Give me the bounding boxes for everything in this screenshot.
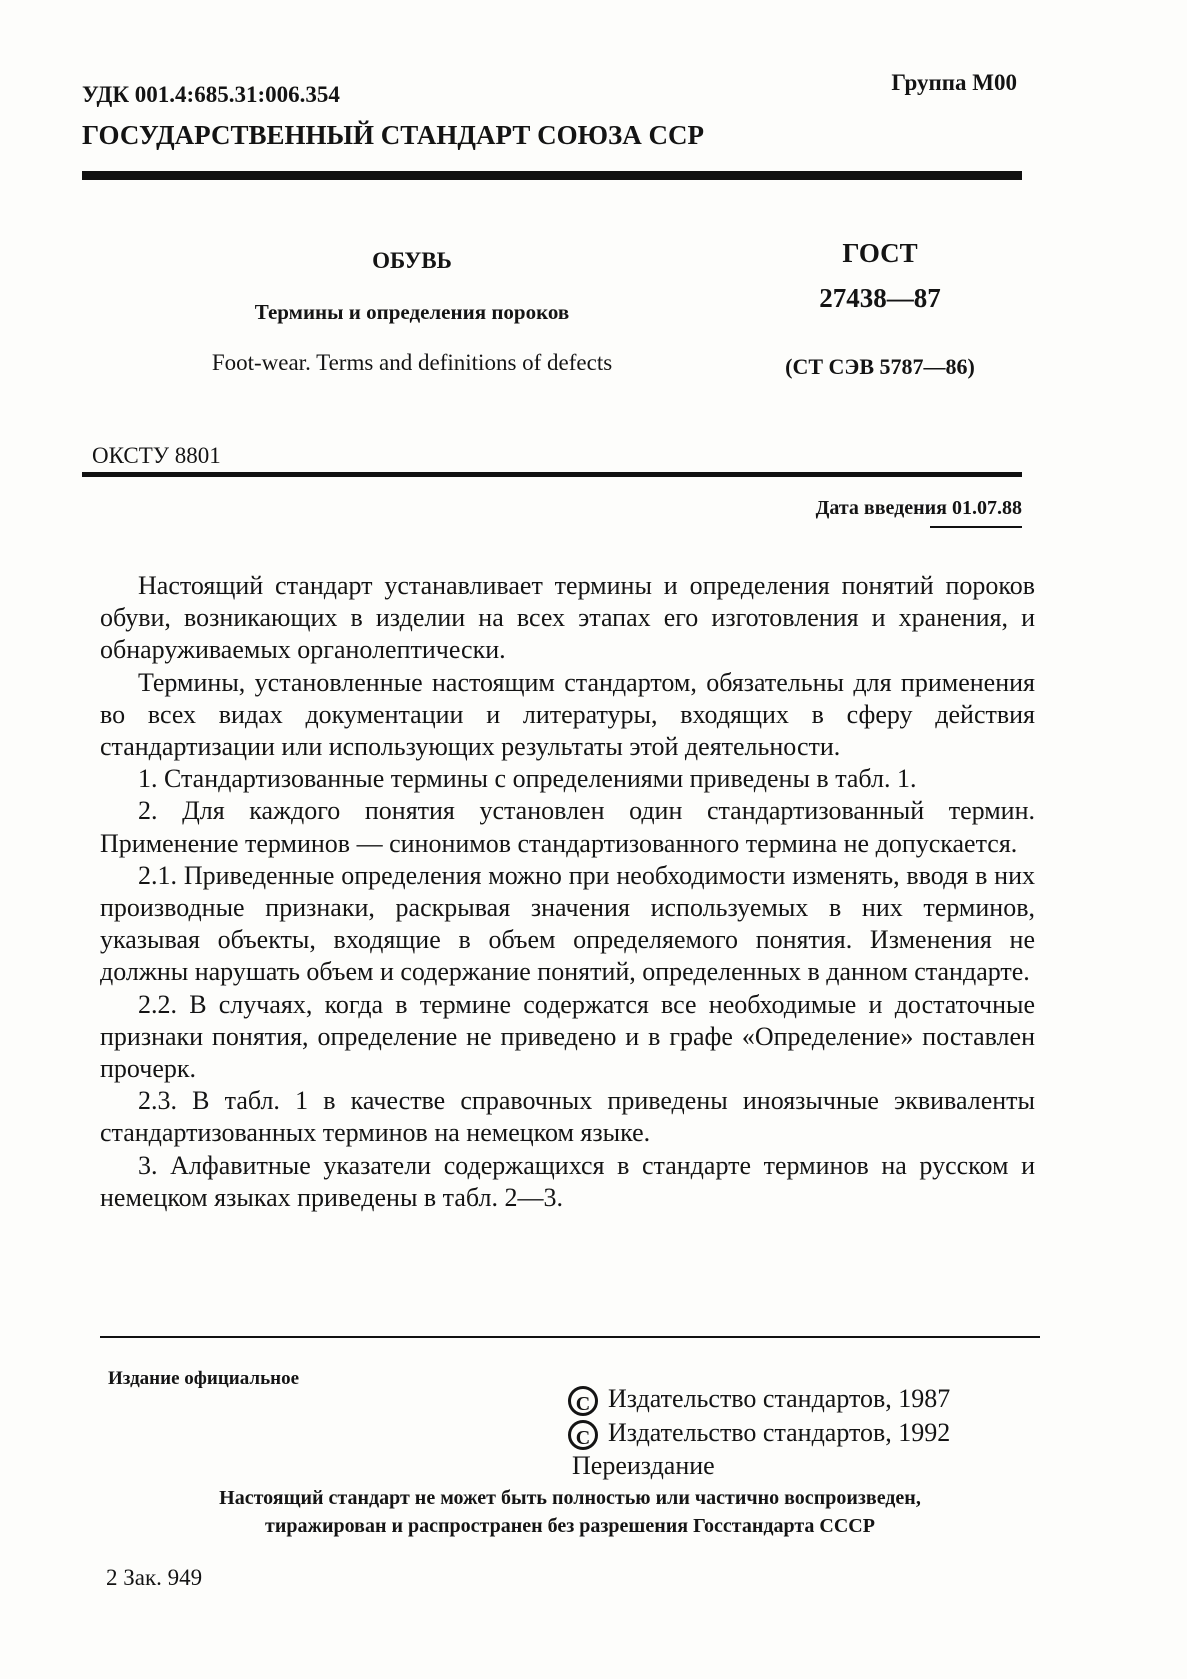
paragraph: 1. Стандартизованные термины с определениями приведены в табл. 1. [138,764,917,794]
copyright-icon: C [568,1420,598,1450]
paragraph: 2.3. В табл. 1 в качестве справочных приведены иноязычные эквиваленты стандартизованных терминов на немецком языке. [100,1086,1035,1148]
reproduction-notice [100,1484,1040,1540]
paragraph: Настоящий стандарт устанавливает термины и определения понятий пороков обуви, возникающих в изделии на всех этапах его изготовления и хранения, и обнаруживаемых органолептически. [100,571,1035,665]
copyright-1992 [568,1418,950,1450]
document-title: ОБУВЬ [372,248,452,273]
title-rule [82,472,1022,477]
paragraph: 2.1. Приведенные определения можно при необходимости изменять, вводя в них производные признаки, раскрывая значения используемых в них терминов, указывая объекты, входящие в объем определяемого понятия. Изменения не должны нарушать объем и содержание понятий, определенных в данном стандарте. [100,860,1035,987]
gost-number: 27438—87 [819,283,941,313]
paragraph: 2.2. В случаях, когда в термине содержатся все необходимые и достаточные признаки понятия, определение не приведено и в графе «Определение» поставлен прочерк. [100,989,1035,1084]
paragraph: Термины, установленные настоящим стандартом, обязательны для применения во всех видах документации и литературы, входящих в сферу действия стандартизации или использующих результаты этой деятельности. [100,667,1035,762]
document-subtitle: Термины и определения пороков [254,300,570,324]
reissue-label: Переиздание [572,1451,715,1480]
state-standard-banner: ГОСУДАРСТВЕННЫЙ СТАНДАРТ СОЮЗА ССР [82,120,704,150]
paragraph: 3. Алфавитные указатели содержащихся в стандарте терминов на русском и немецком языках приведены в табл. 2—3. [100,1150,1035,1212]
body-text [100,570,1035,1214]
copyright-text: Издательство стандартов, 1992 [608,1418,951,1447]
group-code: Группа М00 [891,70,1017,95]
paragraph: 2. Для каждого понятия установлен один стандартизованный термин. Применение терминов — синонимов стандартизованного термина не допускается. [100,796,1035,858]
copyright-text: Издательство стандартов, 1987 [608,1384,951,1413]
okstu-code: ОКСТУ 8801 [92,443,221,468]
copyright-icon: C [568,1386,598,1416]
st-sev-number: (СТ СЭВ 5787—86) [785,354,975,379]
udk-code: УДК 001.4:685.31:006.354 [82,82,340,107]
introduction-date: Дата введения 01.07.88 [815,497,1022,519]
footer-rule [100,1336,1040,1338]
official-edition-label: Издание официальное [108,1368,300,1389]
date-underline [930,526,1022,528]
notice-line: Настоящий стандарт не может быть полностью или частично воспроизведен, [219,1487,921,1509]
header-rule [82,171,1022,180]
copyright-1987 [568,1384,950,1416]
english-title: Foot-wear. Terms and definitions of defects [211,350,613,375]
order-number: 2 Зак. 949 [106,1565,203,1590]
gost-label: ГОСТ [842,238,918,268]
notice-line: тиражирован и распространен без разрешения Госстандарта СССР [265,1515,875,1537]
